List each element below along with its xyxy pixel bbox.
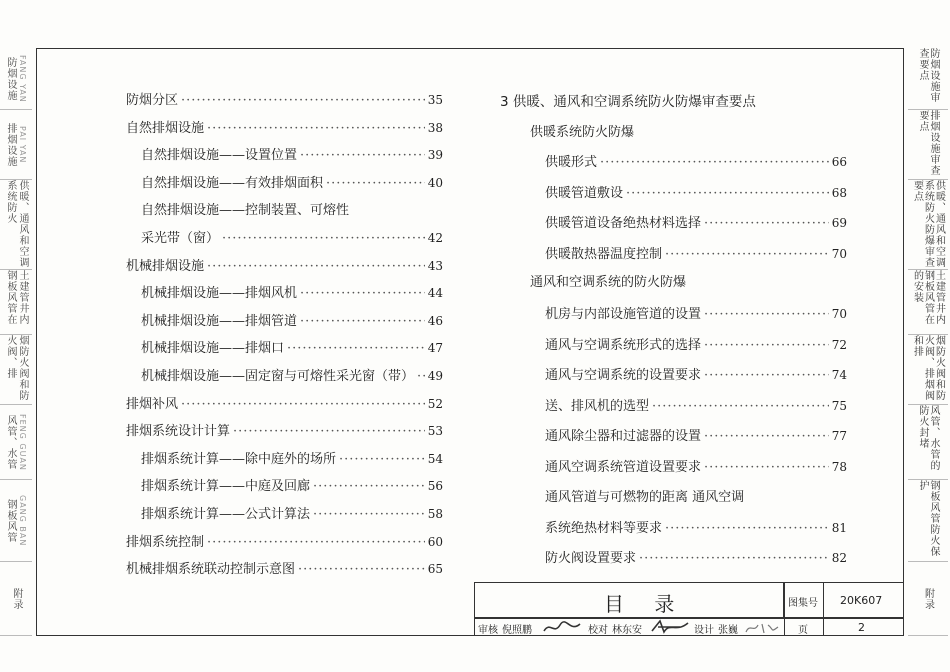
right-tab [908,480,948,562]
toc-entry-label: 通风管道与可燃物的距离 通风空调 [545,490,745,505]
left-tab-label: 风管、水管 [5,414,16,470]
left-tab [0,562,32,636]
right-tab [908,180,948,270]
toc-entry-label: 供暖形式 [545,155,598,170]
toc-entry-page: 38 [427,120,443,135]
dot-leader [704,368,829,383]
toc-entry [126,255,443,274]
toc-entry-label: 机械排烟设施——固定窗与可熔性采光窗（带） [141,369,415,384]
right-tab [908,110,948,180]
left-tab-label: 排烟设施 [5,122,16,167]
toc-entry [141,475,443,494]
dot-leader [300,314,425,329]
dot-leader [665,247,829,262]
atlas-no: 20K607 [840,594,883,607]
dot-leader [626,186,829,201]
toc-entry-label: 通风与空调系统的设置要求 [545,368,702,383]
dot-leader [665,521,829,536]
toc-entry-page: 52 [427,396,443,411]
toc-entry-page: 56 [427,479,443,494]
toc-entry [126,393,443,412]
toc-entry-page: 81 [831,520,847,535]
dot-leader [313,507,425,522]
left-tab [0,180,32,270]
toc-entry-label: 系统绝热材料等要求 [545,520,663,536]
dot-leader [704,307,829,322]
toc-entry-page: 78 [831,459,847,474]
toc-entry [545,456,847,475]
toc-entry-label: 供暖散热器温度控制 [545,246,663,262]
toc-entry-label: 排烟系统计算——公式计算法 [141,507,311,522]
toc-entry [126,531,443,550]
toc-entry [126,558,443,577]
toc-entry-page: 35 [427,93,443,107]
dot-leader [181,397,425,412]
left-tab-label: 供暖、通风和空调系统防火 [5,180,28,268]
checker-name: 林东安 [612,625,642,636]
toc-entry-page: 42 [427,231,443,245]
sub-heading-heating: 供暖系统防火防爆 [530,125,635,140]
toc-entry-label: 排烟系统控制 [126,534,205,550]
left-tab-label: 钢板风管 [5,498,16,543]
right-tab-label: 土建管井内钢板风管在的安装 [911,270,945,325]
toc-entry-label: 排烟补风 [126,396,179,412]
atlas-no-label: 图集号 [788,598,818,609]
toc-entry [545,303,847,322]
toc-entry-page: 74 [831,368,847,382]
toc-entry-page: 66 [831,155,847,169]
toc-entry-page: 68 [831,185,847,200]
dot-leader [704,460,829,475]
dot-leader [181,93,425,108]
dot-leader [652,399,829,414]
dot-leader [300,148,425,163]
toc-entry [141,365,443,384]
title-block [474,582,904,636]
toc-entry [545,364,847,383]
right-tab-label: 排烟设施审查要点 [917,110,939,176]
right-tab-label: 钢板风管防火保护 [917,480,939,557]
toc-entry [545,395,847,414]
dot-leader [207,535,425,550]
toc-entry [545,334,847,353]
toc-entry [545,425,847,444]
toc-entry [141,227,443,246]
left-tab-label: 土建管井内钢板风管在 [5,270,28,325]
right-tab-label: 风管、水管的防火封堵 [917,405,939,471]
dot-leader [207,121,425,136]
toc-entry-page: 40 [427,175,443,190]
toc-entry-page: 70 [831,246,847,261]
reviewer-name: 倪照鹏 [502,625,532,636]
toc-entry [141,199,349,218]
toc-entry-label: 机房与内部设施管道的设置 [545,307,702,322]
dot-leader [704,429,829,444]
left-tab-sub: FENG GUAN [18,413,27,471]
section-title: 3 供暖、通风和空调系统防火防爆审查要点 [500,94,756,110]
page-number: 2 [858,621,865,634]
dot-leader [600,155,829,170]
left-tab [0,335,32,405]
toc-entry-page: 39 [427,148,443,163]
toc-entry-page: 75 [831,398,847,413]
reviewer-signature [542,620,582,634]
dot-leader [704,216,829,231]
toc-entry [141,310,443,329]
left-tab [0,480,32,562]
toc-entry-label: 防火阀设置要求 [545,551,637,566]
dot-leader [704,338,829,353]
toc-entry [545,243,847,262]
left-tab [0,405,32,480]
right-tab [908,562,948,636]
toc-entry-page: 43 [427,258,443,273]
toc-entry-label: 供暖管道设备绝热材料选择 [545,216,702,231]
checker-signature [650,619,690,635]
left-tab-label: 防烟设施 [5,56,16,101]
right-tab-label: 烟防火阀和防火阀、排烟阀和排 [911,335,945,401]
toc-entry-label: 机械排烟设施——排烟管道 [141,313,298,329]
toc-entry-page: 54 [427,451,443,466]
toc-entry [141,337,443,356]
toc-entry-label: 排烟系统设计计算 [126,424,231,440]
designer-signature [744,620,780,634]
left-tab [0,48,32,110]
toc-entry [141,448,443,467]
toc-entry-page: 49 [427,369,443,383]
left-tab-label: 附录 [11,587,22,610]
toc-entry-label: 防烟分区 [126,93,179,108]
toc-entry [545,547,847,566]
sub-heading-ventilation: 通风和空调系统的防火防爆 [530,275,687,290]
toc-entry-label: 排烟系统计算——中庭及回廊 [141,479,311,495]
dot-leader [222,231,425,246]
toc-entry [545,212,847,231]
toc-entry-label: 机械排烟设施——排烟口 [141,341,285,357]
toc-entry [141,144,443,163]
right-tab-label: 供暖、通风和空调系统防火防爆审查要点 [911,180,945,268]
check-label: 校对 [588,625,608,636]
toc-entry-page: 77 [831,429,847,443]
toc-entry-label: 通风与空调系统形式的选择 [545,337,702,353]
right-tab [908,48,948,110]
toc-entry-page: 58 [427,507,443,521]
toc-entry-label: 自然排烟设施——有效排烟面积 [141,175,324,191]
left-tab-label: 烟防火阀和防火阀、排 [5,335,28,401]
designer-name: 张巍 [718,625,738,636]
left-tab-sub: PAI YAN [18,125,27,164]
toc-entry [141,282,443,301]
right-tab [908,405,948,480]
toc-entry-page: 44 [427,286,443,301]
left-tab-sub: FANG YAN [18,54,27,103]
toc-entry-page: 82 [831,551,847,565]
toc-entry [141,503,443,522]
toc-entry-page: 72 [831,337,847,352]
right-tab [908,270,948,335]
toc-entry-page: 47 [427,341,443,356]
dot-leader [339,452,425,467]
toc-entry-page: 46 [427,313,443,328]
toc-entry-label: 送、排风机的选型 [545,398,650,414]
toc-entry-label: 机械排烟系统联动控制示意图 [126,562,296,578]
toc-entry-page: 70 [831,307,847,321]
toc-entry [545,486,744,505]
toc-entry-page: 53 [427,424,443,439]
toc-entry-label: 自然排烟设施——设置位置 [141,148,298,164]
toc-entry-label: 通风除尘器和过滤器的设置 [545,429,702,444]
toc-entry [126,420,443,439]
right-tab-label: 防烟设施审查要点 [917,48,939,103]
toc-entry [545,151,847,170]
toc-entry-label: 通风空调系统管道设置要求 [545,459,702,475]
toc-entry-label: 机械排烟设施 [126,258,205,274]
toc-entry-page: 60 [427,534,443,549]
dot-leader [326,176,425,191]
toc-entry-label: 自然排烟设施 [126,120,205,136]
dot-leader [417,369,425,384]
toc-entry-label: 采光带（窗） [141,231,220,246]
toc-entry [141,172,443,191]
toc-entry-label: 机械排烟设施——排烟风机 [141,286,298,302]
design-label: 设计 [694,625,714,636]
toc-entry-label: 供暖管道敷设 [545,185,624,201]
toc-entry-page: 65 [427,562,443,577]
toc-entry [545,517,847,536]
toc-entry [126,89,443,108]
toc-entry-label: 排烟系统计算——除中庭外的场所 [141,451,337,467]
review-label: 审核 [478,625,498,636]
toc-entry-label: 自然排烟设施——控制装置、可熔性 [141,203,350,219]
dot-leader [313,479,425,494]
left-tab-sub: GANG BAN [18,494,27,547]
title-block-title: 目 录 [604,592,687,616]
toc-entry-page: 69 [831,216,847,230]
dot-leader [233,424,425,439]
dot-leader [300,286,425,301]
right-tab-label: 附录 [922,587,934,610]
dot-leader [639,551,829,566]
dot-leader [298,562,425,577]
dot-leader [287,341,425,356]
left-tab [0,270,32,335]
dot-leader [207,259,425,274]
left-tab [0,110,32,180]
toc-entry [545,182,847,201]
toc-entry [126,117,443,136]
right-tab [908,335,948,405]
page-label: 页 [798,625,808,636]
